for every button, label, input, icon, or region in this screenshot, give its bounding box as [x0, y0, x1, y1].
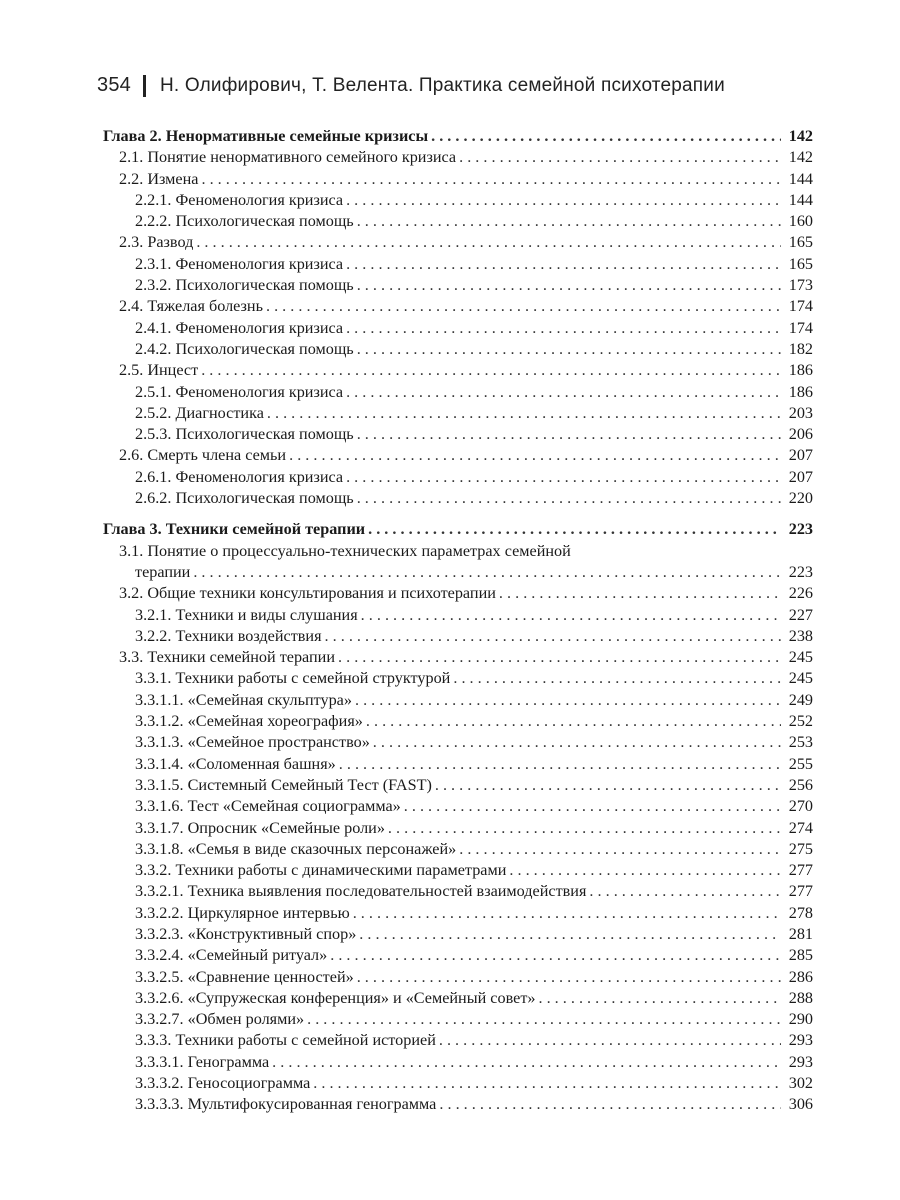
toc-dot-leader [509, 860, 781, 881]
toc-entry-page: 293 [788, 1052, 813, 1071]
toc-dot-leader [267, 403, 781, 424]
toc-entry-page: 142 [788, 148, 813, 167]
toc-entry [103, 583, 813, 604]
toc-entry [103, 541, 813, 562]
toc-entry-title: 2.4. Тяжелая болезнь [119, 297, 263, 316]
toc-entry-page: 245 [788, 669, 813, 688]
toc-entry-page: 238 [788, 626, 813, 645]
toc-entry-page: 281 [788, 924, 813, 943]
toc-dot-leader [346, 318, 781, 339]
toc-entry-page: 165 [788, 233, 813, 252]
toc-dot-leader [355, 690, 781, 711]
toc-dot-leader [330, 945, 781, 966]
toc-entry-title: 3.3.2.7. «Обмен ролями» [135, 1010, 305, 1029]
toc-entry-page: 278 [788, 903, 813, 922]
toc-dot-leader [357, 967, 781, 988]
toc-dot-leader [346, 190, 781, 211]
toc-entry-title: 2.3. Развод [119, 233, 194, 252]
toc-entry [103, 711, 813, 732]
toc-entry [103, 626, 813, 647]
toc-entry-page: 285 [788, 946, 813, 965]
toc-entry-title: 2.5.3. Психологическая помощь [135, 425, 354, 444]
toc-entry-page: 253 [788, 733, 813, 752]
running-header [97, 74, 725, 97]
toc-entry-title: 2.2. Измена [119, 169, 199, 188]
toc-entry-page: 165 [788, 254, 813, 273]
toc-entry-page: 142 [788, 127, 813, 145]
toc-chapter-entry [103, 519, 813, 540]
toc-entry [103, 647, 813, 668]
toc-entry-page: 249 [788, 690, 813, 709]
toc-entry-page: 277 [788, 882, 813, 901]
toc-entry-title: 3.3.2. Техники работы с динамическими параметрами [135, 861, 507, 880]
toc-entry-page: 288 [788, 988, 813, 1007]
toc-entry-page: 223 [788, 520, 813, 539]
toc-dot-leader [357, 275, 781, 296]
toc-entry-page: 302 [788, 1074, 813, 1093]
toc-dot-leader [459, 147, 781, 168]
toc-entry-title: 3.3.2.2. Циркулярное интервью [135, 903, 350, 922]
toc-entry [103, 211, 813, 232]
toc-entry-title: 2.5.2. Диагностика [135, 403, 264, 422]
toc-entry-title: 2.4.1. Феноменология кризиса [135, 318, 344, 337]
toc-dot-leader [366, 711, 781, 732]
toc-entry-title: 2.6. Смерть члена семьи [119, 446, 287, 465]
toc-entry [103, 860, 813, 881]
toc-entry-title: терапии [135, 562, 191, 581]
toc-dot-leader [439, 1030, 781, 1051]
chapter-gap [103, 509, 813, 519]
toc-dot-leader [538, 988, 781, 1009]
toc-entry-title: 3.3.3.2. Геносоциограмма [135, 1074, 311, 1093]
toc-dot-leader [589, 881, 781, 902]
toc-entry-page: 160 [788, 212, 813, 231]
toc-entry-title: 2.3.2. Психологическая помощь [135, 276, 354, 295]
toc-entry [103, 232, 813, 253]
toc-dot-leader [346, 382, 781, 403]
toc-entry [103, 488, 813, 509]
header-divider [143, 75, 146, 97]
toc-dot-leader [459, 839, 781, 860]
toc-entry [103, 690, 813, 711]
toc-entry-title: 3.3.1.8. «Семья в виде сказочных персонажей» [135, 839, 457, 858]
toc-entry-page: 186 [788, 382, 813, 401]
toc-entry-title: 3.3. Техники семейной терапии [119, 648, 336, 667]
toc-entry-title: 2.2.1. Феноменология кризиса [135, 190, 344, 209]
toc-entry-page: 245 [788, 648, 813, 667]
toc-entry-page: 290 [788, 1010, 813, 1029]
toc-entry-page: 274 [788, 818, 813, 837]
table-of-contents [103, 126, 813, 1116]
toc-entry-page: 256 [788, 775, 813, 794]
toc-entry-title: Глава 2. Ненормативные семейные кризисы [103, 127, 429, 145]
toc-dot-leader [361, 605, 781, 626]
toc-entry-title: 2.5. Инцест [119, 361, 199, 380]
toc-entry-page: 275 [788, 839, 813, 858]
toc-entry [103, 445, 813, 466]
toc-entry-title: 3.3.2.4. «Семейный ритуал» [135, 946, 328, 965]
toc-entry [103, 147, 813, 168]
toc-entry [103, 775, 813, 796]
toc-entry [103, 403, 813, 424]
toc-dot-leader [325, 626, 781, 647]
toc-entry [103, 924, 813, 945]
toc-entry-title: 2.5.1. Феноменология кризиса [135, 382, 344, 401]
toc-entry-title: 3.3.3.1. Генограмма [135, 1052, 270, 1071]
toc-entry-title: 3.3.1.2. «Семейная хореография» [135, 712, 363, 731]
toc-dot-leader [193, 562, 781, 583]
toc-dot-leader [357, 424, 781, 445]
toc-entry-title: 2.2.2. Психологическая помощь [135, 212, 354, 231]
toc-entry-page: 207 [788, 467, 813, 486]
toc-entry-page: 227 [788, 605, 813, 624]
toc-entry [103, 190, 813, 211]
toc-dot-leader [201, 169, 781, 190]
toc-entry-page: 286 [788, 967, 813, 986]
toc-dot-leader [373, 732, 781, 753]
toc-dot-leader [339, 754, 781, 775]
toc-entry-page: 277 [788, 861, 813, 880]
toc-entry [103, 1009, 813, 1030]
toc-entry [103, 254, 813, 275]
toc-entry-page: 255 [788, 754, 813, 773]
toc-entry [103, 818, 813, 839]
toc-entry [103, 881, 813, 902]
toc-dot-leader [431, 126, 781, 147]
toc-dot-leader [359, 924, 781, 945]
toc-dot-leader [266, 296, 781, 317]
toc-entry-page: 226 [788, 584, 813, 603]
toc-entry-title: 3.1. Понятие о процессуально-технических параметрах семейной [119, 541, 571, 560]
toc-entry [103, 605, 813, 626]
toc-dot-leader [272, 1052, 781, 1073]
toc-chapter-entry [103, 126, 813, 147]
toc-entry [103, 839, 813, 860]
toc-entry-page: 186 [788, 361, 813, 380]
toc-dot-leader [353, 903, 781, 924]
toc-entry-title: 3.3.2.5. «Сравнение ценностей» [135, 967, 354, 986]
toc-entry-page: 220 [788, 489, 813, 508]
toc-dot-leader [201, 360, 781, 381]
toc-entry [103, 275, 813, 296]
toc-entry-title: 3.3.2.1. Техника выявления последовательностей взаимодействия [135, 882, 587, 901]
toc-entry-title: 3.3.1.3. «Семейное пространство» [135, 733, 370, 752]
toc-entry-page: 174 [788, 297, 813, 316]
toc-entry-title: 2.1. Понятие ненормативного семейного кризиса [119, 148, 457, 167]
toc-dot-leader [439, 1094, 781, 1115]
toc-entry [103, 1052, 813, 1073]
toc-entry-page: 206 [788, 425, 813, 444]
toc-entry [103, 1030, 813, 1051]
toc-entry-page: 293 [788, 1031, 813, 1050]
toc-dot-leader [346, 254, 781, 275]
toc-entry-title: 3.3.1. Техники работы с семейной структурой [135, 669, 451, 688]
toc-entry [103, 967, 813, 988]
toc-entry [103, 169, 813, 190]
toc-entry [103, 562, 813, 583]
toc-entry-title: 3.3.1.4. «Соломенная башня» [135, 754, 336, 773]
page-number: 354 [97, 74, 131, 96]
toc-entry-page: 223 [788, 562, 813, 581]
toc-dot-leader [289, 445, 781, 466]
toc-entry-title: 3.2.1. Техники и виды слушания [135, 605, 358, 624]
toc-entry-title: 3.3.2.3. «Конструктивный спор» [135, 924, 357, 943]
toc-entry [103, 754, 813, 775]
toc-entry [103, 903, 813, 924]
toc-dot-leader [388, 818, 781, 839]
toc-entry-page: 144 [788, 190, 813, 209]
toc-entry [103, 1094, 813, 1115]
toc-dot-leader [404, 796, 781, 817]
toc-entry [103, 318, 813, 339]
toc-entry-page: 173 [788, 276, 813, 295]
toc-dot-leader [368, 519, 781, 540]
toc-entry-title: 3.2. Общие техники консультирования и психотерапии [119, 584, 496, 603]
toc-entry-page: 252 [788, 712, 813, 731]
toc-entry-page: 144 [788, 169, 813, 188]
toc-entry [103, 945, 813, 966]
toc-entry [103, 424, 813, 445]
toc-entry [103, 382, 813, 403]
toc-dot-leader [313, 1073, 781, 1094]
toc-dot-leader [357, 488, 781, 509]
toc-entry [103, 467, 813, 488]
toc-dot-leader [453, 668, 781, 689]
toc-entry-title: 3.3.1.5. Системный Семейный Тест (FAST) [135, 775, 432, 794]
toc-entry-title: 3.3.1.1. «Семейная скульптура» [135, 690, 352, 709]
toc-entry-title: 3.3.2.6. «Супружеская конференция» и «Семейный совет» [135, 988, 536, 1007]
toc-entry-page: 207 [788, 446, 813, 465]
toc-entry-page: 306 [788, 1095, 813, 1114]
toc-entry-title: 3.3.3. Техники работы с семейной историей [135, 1031, 436, 1050]
toc-entry-title: 2.4.2. Психологическая помощь [135, 339, 354, 358]
toc-dot-leader [357, 211, 781, 232]
toc-entry-title: 3.3.1.7. Опросник «Семейные роли» [135, 818, 385, 837]
toc-entry [103, 732, 813, 753]
toc-dot-leader [307, 1009, 781, 1030]
toc-entry-title: 3.3.1.6. Тест «Семейная социограмма» [135, 797, 401, 816]
toc-entry-title: 2.3.1. Феноменология кризиса [135, 254, 344, 273]
toc-dot-leader [357, 339, 781, 360]
toc-dot-leader [346, 467, 781, 488]
toc-entry [103, 360, 813, 381]
toc-entry-title: Глава 3. Техники семейной терапии [103, 520, 366, 539]
toc-entry-title: 3.3.3.3. Мультифокусированная генограмма [135, 1095, 437, 1114]
toc-entry [103, 1073, 813, 1094]
toc-entry-title: 2.6.2. Психологическая помощь [135, 489, 354, 508]
toc-entry-title: 2.6.1. Феноменология кризиса [135, 467, 344, 486]
toc-dot-leader [499, 583, 781, 604]
toc-entry [103, 296, 813, 317]
toc-entry [103, 796, 813, 817]
toc-entry-title: 3.2.2. Техники воздействия [135, 626, 322, 645]
toc-dot-leader [338, 647, 781, 668]
toc-entry [103, 339, 813, 360]
toc-entry-page: 174 [788, 318, 813, 337]
toc-dot-leader [196, 232, 781, 253]
toc-entry [103, 988, 813, 1009]
toc-dot-leader [435, 775, 781, 796]
toc-entry-page: 203 [788, 403, 813, 422]
running-title: Н. Олифирович, Т. Велента. Практика семейной психотерапии [159, 74, 725, 96]
toc-entry-page: 270 [788, 797, 813, 816]
toc-entry-page: 182 [788, 339, 813, 358]
toc-entry [103, 668, 813, 689]
